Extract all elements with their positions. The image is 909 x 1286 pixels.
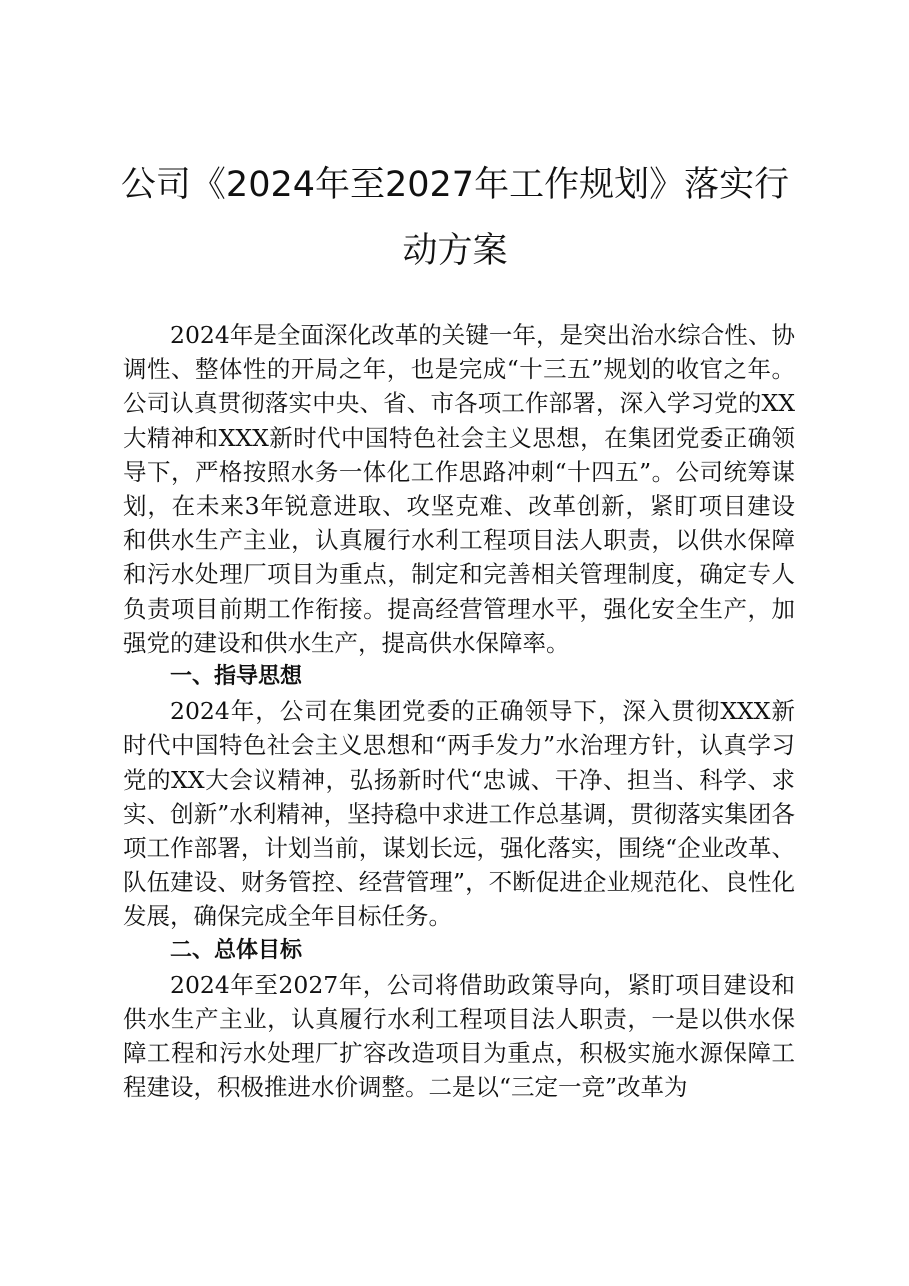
section-heading-overall-goals: 二、总体目标 — [170, 937, 303, 963]
section-heading-guiding-ideology: 一、指导思想 — [170, 664, 303, 690]
overall-goals-paragraph: 2024年至2027年，公司将借助政策导向，紧盯项目建设和供水生产主业，认真履行水利工程项目法人职责，一是以供水保障工程和污水处理厂扩容改造项目为重点，积极实施水源保障工程建设，积极推进水价调整。二是以“三定一竞”改革为 — [123, 970, 795, 1102]
document-body — [123, 318, 795, 1105]
document-title: 公司《2024年至2027年工作规划》落实行动方案 — [120, 165, 790, 271]
intro-paragraph: 2024年是全面深化改革的关键一年，是突出治水综合性、协调性、整体性的开局之年，也是完成“十三五”规划的收官之年。公司认真贯彻落实中央、省、市各项工作部署，深入学习党的XX大精神和XXX新时代中国特色社会主义思想，在集团党委正确领导下，严格按照水务一体化工作思路冲刺“十四五”。公司统筹谋划，在未来3年锐意进取、攻坚克难、改革创新，紧盯项目建设和供水生产主业，认真履行水利工程项目法人职责，以供水保障和污水处理厂项目为重点，制定和完善相关管理制度，确定专人负责项目前期工作衔接。提高经营管理水平，强化安全生产，加强党的建设和供水生产，提高供水保障率。 — [123, 321, 795, 657]
guiding-ideology-paragraph: 2024年，公司在集团党委的正确领导下，深入贯彻XXX新时代中国特色社会主义思想和“两手发力”水治理方针，认真学习党的XX大会议精神，弘扬新时代“忠诚、干净、担当、科学、求实、创新”水利精神，坚持稳中求进工作总基调，贯彻落实集团各项工作部署，计划当前，谋划长远，强化落实，围绕“企业改革、队伍建设、财务管控、经营管理”，不断促进企业规范化、良性化发展，确保完成全年目标任务。 — [123, 697, 795, 931]
